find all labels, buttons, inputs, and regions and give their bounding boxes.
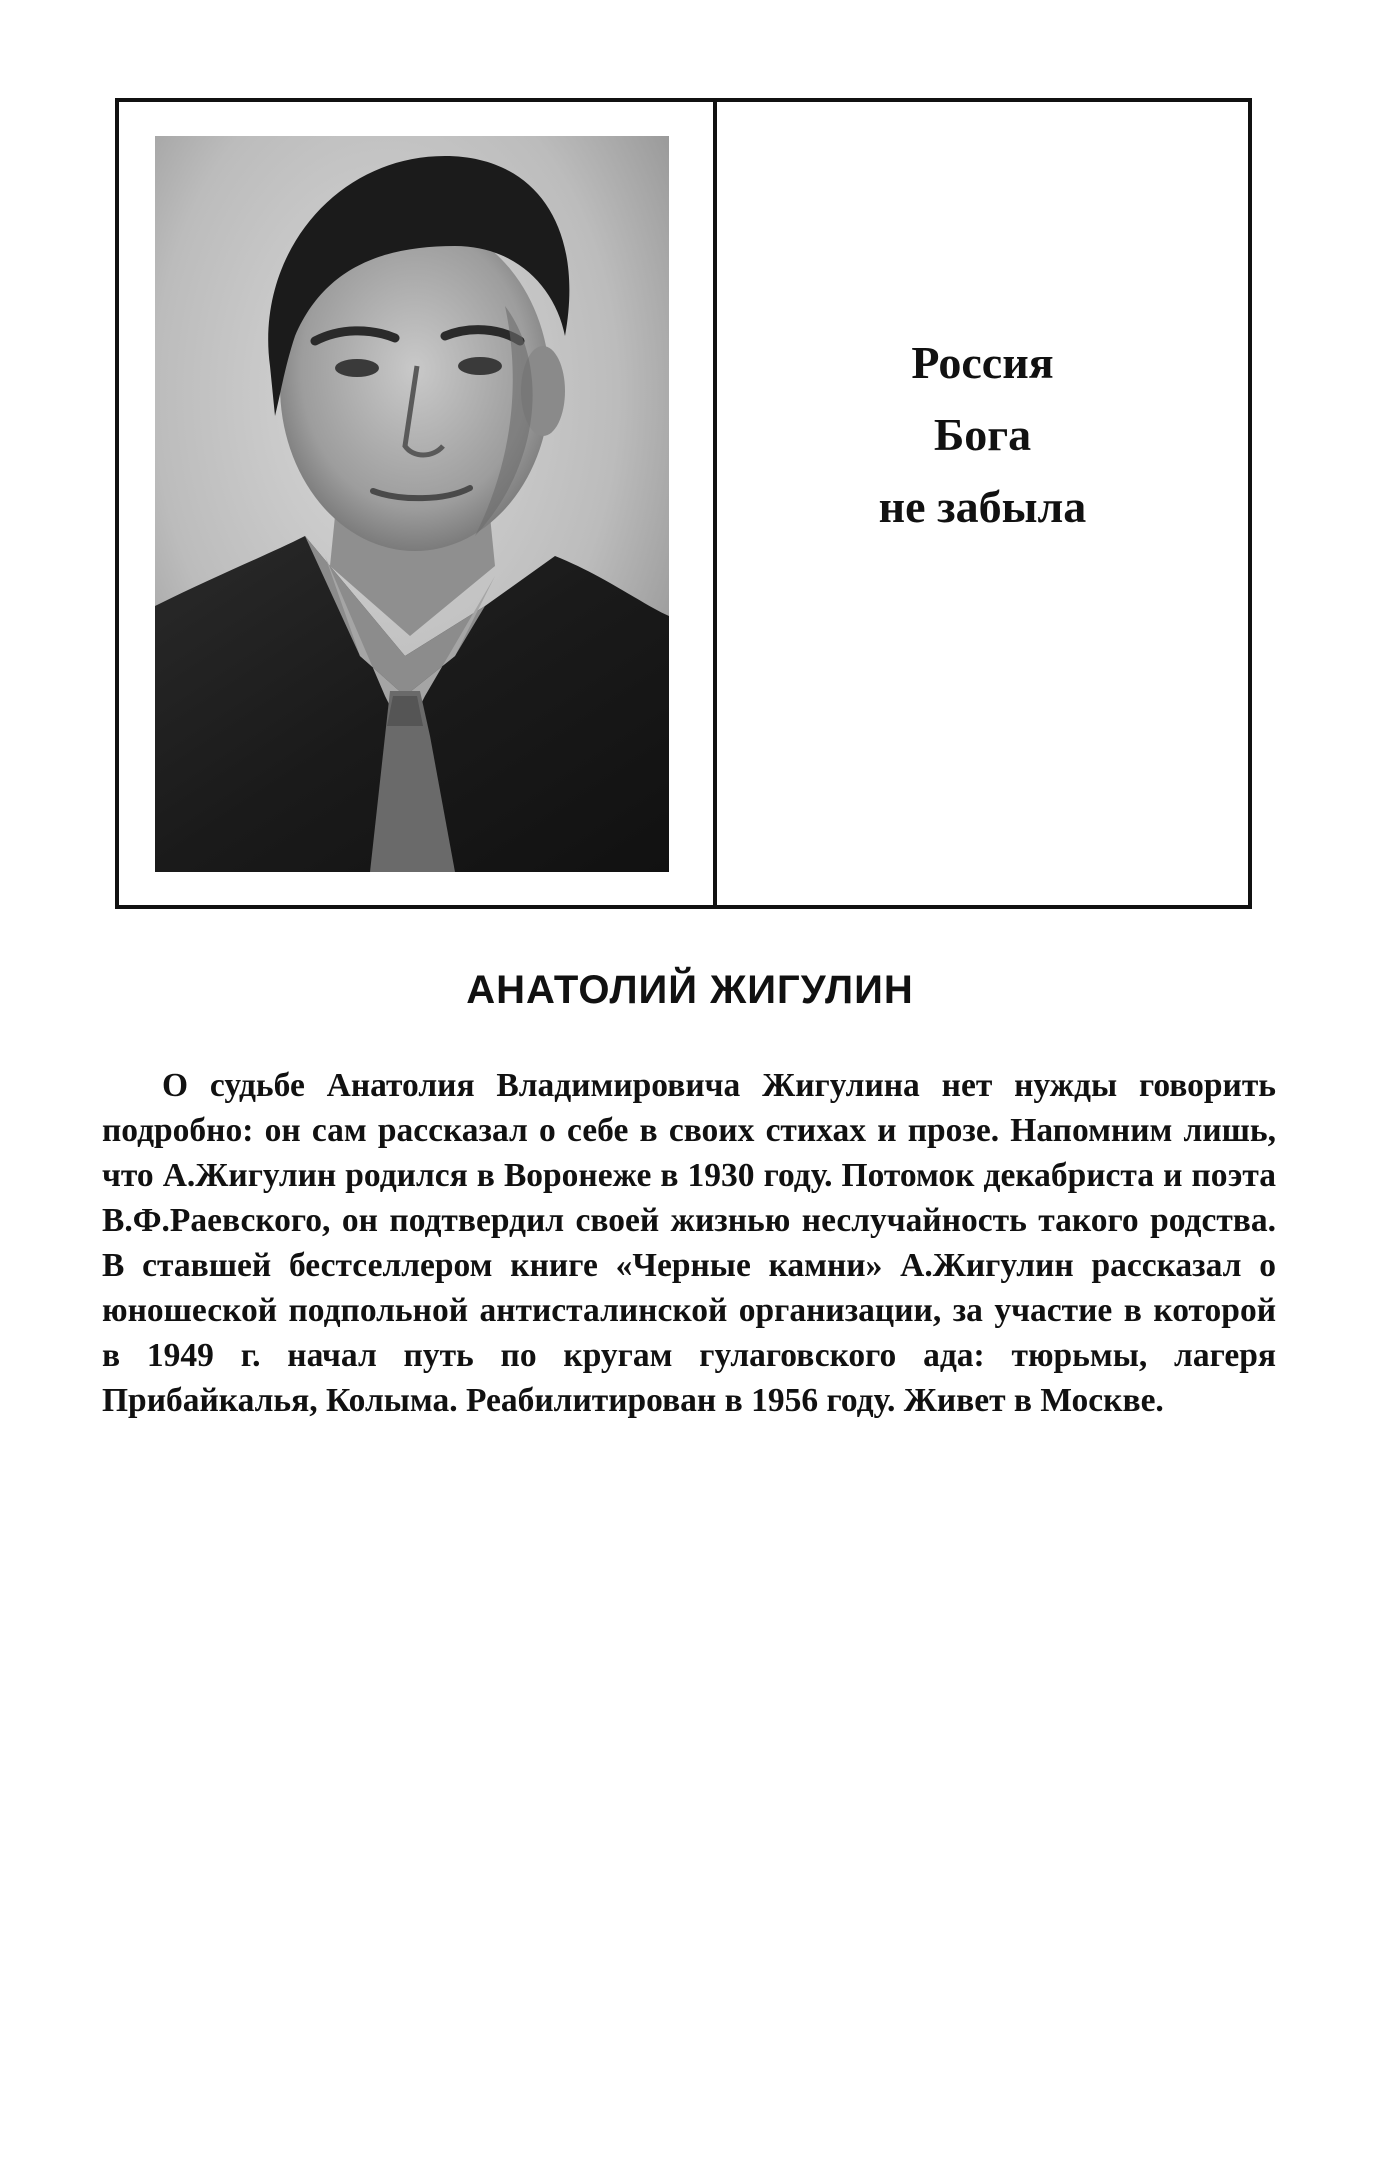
portrait-image: [155, 136, 669, 872]
book-title-line-3: не забыла: [878, 481, 1087, 532]
photo-panel: [119, 102, 717, 905]
author-portrait-photo: [155, 136, 669, 872]
title-frame: [115, 98, 1252, 909]
author-biography: О судьбе Анатолия Владимировича Жигулина нет нужды говорить подробно: он сам рассказал о себе в своих стихах и прозе. Напомним лишь, что А.Жигулин родился в Воронеже в 1930 году. Потомок декабриста и поэта В.Ф.Раевского, он подтвердил своей жизнью неслучайность такого родства. В ставшей бестселлером книге «Черные камни» А.Жигулин рассказал о юношеской подпольной антисталинской организации, за участие в которой в 1949 г. начал путь по кругам гулаговского ада: тюрьмы, лагеря Прибайкалья, Колыма. Реабилитирован в 1956 году. Живет в Москве.: [102, 1067, 1276, 1419]
book-title: [717, 327, 1248, 543]
title-panel: [717, 102, 1248, 905]
author-name-heading: АНАТОЛИЙ ЖИГУЛИН: [466, 968, 914, 1012]
book-title-line-2: Бога: [933, 409, 1032, 460]
book-title-line-1: Россия: [911, 337, 1054, 388]
